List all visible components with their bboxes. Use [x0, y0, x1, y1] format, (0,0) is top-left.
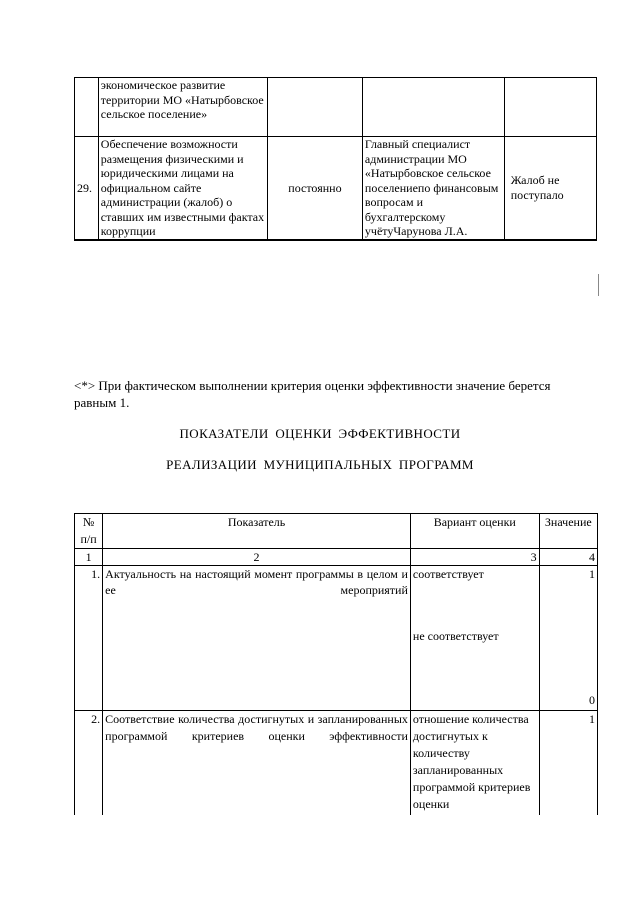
row-number-cell: 29. — [75, 137, 99, 240]
header-num: № п/п — [75, 514, 103, 549]
section-title-line1: ПОКАЗАТЕЛИ ОЦЕНКИ ЭФФЕКТИВНОСТИ — [179, 426, 461, 441]
index-cell: 1 — [75, 549, 103, 566]
indicator-cell: Соответствие количества достигнутых и запланированных программой критериев оценки эффективности — [103, 711, 411, 816]
header-indicator: Показатель — [103, 514, 411, 549]
result-cell: Жалоб не поступало — [504, 137, 596, 240]
margin-bar — [598, 274, 599, 296]
responsible-cell: Главный специалист администрации МО «Натырбовское сельское поселениепо финансовым вопросам и бухгалтерскому учётуЧарунова Л.А. — [362, 137, 504, 240]
table-row — [75, 78, 597, 137]
footnote: <*> При фактическом выполнении критерия оценки эффективности значение берется равным 1. — [74, 378, 551, 410]
variant-mismatch: не соответствует — [412, 629, 499, 643]
variant-match: соответствует — [412, 567, 484, 581]
result-cell — [504, 78, 596, 137]
value-mismatch: 0 — [589, 693, 595, 707]
table-row — [75, 566, 598, 711]
row-number-cell: 1. — [75, 566, 103, 711]
effectiveness-indicators-table — [74, 513, 598, 815]
section-title-line2: РЕАЛИЗАЦИИ МУНИЦИПАЛЬНЫХ ПРОГРАММ — [166, 457, 474, 472]
activity-cell: экономическое развитие территории МО «Натырбовское сельское поселение» — [98, 78, 267, 137]
header-variant: Вариант оценки — [410, 514, 539, 549]
index-cell: 4 — [539, 549, 597, 566]
anticorruption-measures-table — [74, 77, 597, 241]
term-cell: постоянно — [267, 137, 362, 240]
index-cell: 2 — [103, 549, 411, 566]
table-row — [75, 137, 597, 240]
activity-cell: Обеспечение возможности размещения физическими и юридическими лицами на официальном сайте администрации (жалоб) о ставших им известными фактах коррупции — [98, 137, 267, 240]
term-cell — [267, 78, 362, 137]
row-number-cell — [75, 78, 99, 137]
responsible-cell — [362, 78, 504, 137]
variant-cell — [410, 566, 539, 711]
variant-cell: отношение количества достигнутых к количеству запланированных программой критериев оценки — [410, 711, 539, 816]
value-cell: 1 — [539, 711, 597, 816]
header-value: Значение — [539, 514, 597, 549]
table-index-row — [75, 549, 598, 566]
value-cell — [539, 566, 597, 711]
indicator-cell: Актуальность на настоящий момент программы в целом и ее мероприятий — [103, 566, 411, 711]
value-match: 1 — [589, 567, 595, 581]
row-number-cell: 2. — [75, 711, 103, 816]
index-cell: 3 — [410, 549, 539, 566]
table-header-row — [75, 514, 598, 549]
table-row — [75, 711, 598, 816]
